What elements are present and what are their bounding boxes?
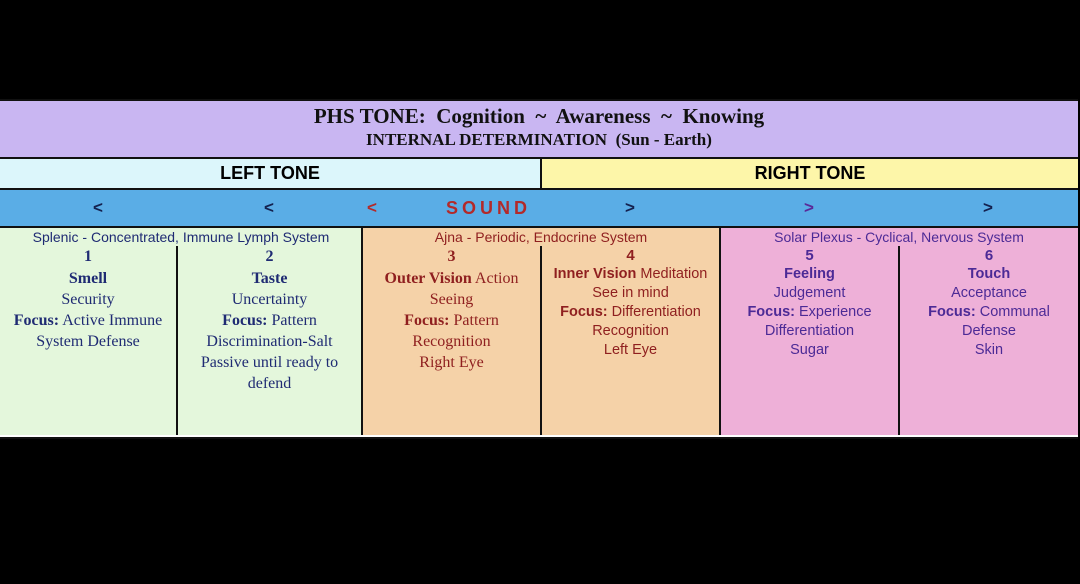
left-arrow-1: <: [93, 198, 103, 217]
sense-line: Judgement: [773, 285, 846, 301]
left-tone-header: LEFT TONE: [0, 159, 542, 188]
table-subtitle: INTERNAL DETERMINATION (Sun - Earth): [366, 130, 712, 149]
sense-name: Feeling: [784, 266, 835, 282]
left-arrow-2: <: [264, 198, 274, 217]
sense-name-extra: Action: [471, 270, 519, 287]
focus-label: Focus:: [404, 312, 450, 329]
sense-line: Passive until ready to: [200, 354, 339, 371]
system-label-ajna: Ajna - Periodic, Endocrine System: [434, 229, 648, 245]
sense-line: Sugar: [790, 342, 829, 358]
sound-label: SOUND: [446, 198, 532, 218]
sense-line: Defense: [961, 323, 1016, 339]
system-label-solar-plexus: Solar Plexus - Cyclical, Nervous System: [774, 229, 1024, 245]
focus-text: Pattern: [267, 312, 317, 329]
sense-line: System Defense: [36, 333, 140, 350]
sense-line: Skin: [974, 342, 1004, 358]
sense-name: Touch: [967, 266, 1011, 282]
sense-column-taste: [178, 246, 361, 394]
focus-label: Focus:: [222, 312, 268, 329]
table-title: PHS TONE: Cognition ~ Awareness ~ Knowing: [313, 104, 765, 128]
sense-name: Taste: [251, 270, 288, 287]
sense-column-outer-vision: [363, 246, 540, 373]
sense-line: defend: [247, 375, 292, 392]
sense-line: See in mind: [592, 285, 669, 301]
sense-line: Left Eye: [603, 342, 658, 358]
focus-text: Differentiation: [607, 304, 701, 320]
sense-line: Right Eye: [419, 354, 484, 371]
sense-line: Seeing: [429, 291, 474, 308]
sense-line: Recognition: [412, 333, 491, 350]
sense-number: 3: [447, 248, 456, 265]
focus-label: Focus:: [747, 304, 795, 320]
focus-text: Communal: [975, 304, 1050, 320]
sense-number: 6: [984, 247, 994, 264]
right-arrow-3: >: [983, 198, 993, 217]
focus-text: Pattern: [449, 312, 499, 329]
sound-row: [0, 190, 1078, 228]
sense-number: 5: [805, 247, 814, 264]
sense-columns: [0, 228, 1078, 435]
focus-label: Focus:: [928, 304, 976, 320]
sense-name-extra: Meditation: [636, 266, 708, 282]
sense-number: 2: [265, 248, 274, 265]
sense-name: Outer Vision: [384, 270, 472, 287]
focus-label: Focus:: [13, 312, 60, 329]
sense-line: Recognition: [592, 323, 669, 339]
left-arrow-3: <: [367, 198, 377, 217]
sense-column-inner-vision: [542, 246, 719, 360]
sense-line: Discrimination-Salt: [206, 333, 333, 350]
sense-number: 1: [84, 248, 92, 265]
sense-line: Security: [61, 291, 115, 308]
right-arrow-1: >: [625, 198, 635, 217]
right-arrow-2: >: [804, 198, 814, 217]
focus-text: Experience: [794, 304, 872, 320]
title-bar: [0, 101, 1078, 159]
sense-name: Inner Vision: [553, 266, 637, 282]
sense-line: Acceptance: [951, 285, 1027, 301]
tone-row: [0, 159, 1078, 190]
sense-column-touch: [900, 246, 1078, 360]
sense-line: Differentiation: [764, 323, 855, 339]
system-label-splenic: Splenic - Concentrated, Immune Lymph System: [32, 229, 330, 245]
sense-line: Uncertainty: [231, 291, 308, 308]
sense-column-smell: [0, 246, 176, 352]
phs-tone-table: [0, 99, 1078, 439]
focus-label: Focus:: [560, 304, 608, 320]
sense-column-feeling: [721, 246, 898, 360]
right-tone-header: RIGHT TONE: [542, 159, 1078, 188]
sense-number: 4: [626, 247, 635, 264]
sense-name: Smell: [68, 270, 108, 287]
focus-text: Active Immune: [59, 312, 163, 329]
